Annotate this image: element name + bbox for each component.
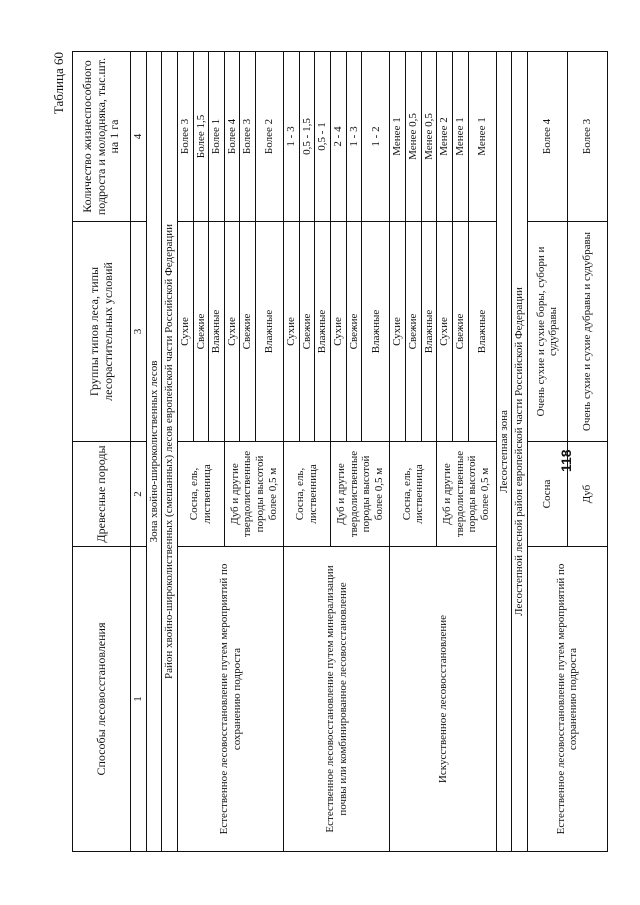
type-cell: Влажные	[209, 222, 225, 442]
value-cell: Более 2	[256, 52, 284, 222]
species-cell: Сосна	[527, 442, 567, 547]
value-cell: 0,5 - 1	[315, 52, 331, 222]
header-forest-type: Группы типов леса, типы лесорастительных условий	[73, 222, 131, 442]
type-cell: Свежие	[193, 222, 209, 442]
value-cell: Более 1	[209, 52, 225, 222]
type-cell: Сухие	[437, 222, 453, 442]
value-cell: 1 - 3	[346, 52, 362, 222]
table-label: Таблица 60	[51, 52, 66, 115]
value-cell: Более 3	[177, 52, 193, 222]
type-cell: Очень сухие и сухие боры, субори и судубравы	[527, 222, 567, 442]
column-number-row	[131, 52, 147, 852]
method-combined: Естественное лесовосстановление путем минерализации почвы или комбинированное лесовосстановление	[284, 547, 390, 852]
species-cell: Сосна, ель, лиственница	[284, 442, 331, 547]
method-natural: Естественное лесовосстановление путем мероприятий по сохранению подроста	[177, 547, 283, 852]
species-cell: Сосна, ель, лиственница	[390, 442, 437, 547]
table-row	[284, 52, 300, 852]
rotated-page	[52, 44, 600, 852]
value-cell: Менее 2	[437, 52, 453, 222]
value-cell: Более 4	[527, 52, 567, 222]
species-cell: Дуб	[567, 442, 607, 547]
value-cell: Более 1,5	[193, 52, 209, 222]
type-cell: Свежие	[240, 222, 256, 442]
type-cell: Очень сухие и сухие дубравы и судубравы	[567, 222, 607, 442]
method-artificial: Искусственное лесовосстановление	[390, 547, 496, 852]
value-cell: Менее 1	[468, 52, 496, 222]
value-cell: Менее 1	[452, 52, 468, 222]
table-row	[177, 52, 193, 852]
forest-restoration-table	[72, 51, 608, 852]
type-cell: Влажные	[315, 222, 331, 442]
method-natural-steppe: Естественное лесовосстановление путем мероприятий по сохранению подроста	[527, 547, 607, 852]
type-cell: Сухие	[331, 222, 347, 442]
species-cell: Дуб и другие твердолиственные породы высотой более 0,5 м	[331, 442, 390, 547]
species-cell: Сосна, ель, лиственница	[177, 442, 224, 547]
value-cell: 1 - 3	[284, 52, 300, 222]
type-cell: Сухие	[284, 222, 300, 442]
type-cell: Сухие	[224, 222, 240, 442]
value-cell: Менее 0,5	[421, 52, 437, 222]
value-cell: 1 - 2	[362, 52, 390, 222]
zone-row	[146, 52, 162, 852]
value-cell: Более 3	[240, 52, 256, 222]
region-title: Район хвойно-широколиственных (смешанных) лесов европейской части Российской Федерации	[162, 52, 178, 852]
region-title: Лесостепной лесной район европейской части Российской Федерации	[512, 52, 528, 852]
type-cell: Влажные	[468, 222, 496, 442]
table-row	[390, 52, 406, 852]
header-quantity: Количество жизнеспособного подроста и молодняка, тыс.шт. на 1 га	[73, 52, 131, 222]
type-cell: Свежие	[405, 222, 421, 442]
col-number: 4	[131, 52, 147, 222]
value-cell: Более 4	[224, 52, 240, 222]
header-species: Древесные породы	[73, 442, 131, 547]
type-cell: Свежие	[452, 222, 468, 442]
type-cell: Влажные	[256, 222, 284, 442]
header-row	[73, 52, 131, 852]
header-method: Способы лесовосстановления	[73, 547, 131, 852]
value-cell: 2 - 4	[331, 52, 347, 222]
region-row	[162, 52, 178, 852]
type-cell: Свежие	[299, 222, 315, 442]
type-cell: Свежие	[346, 222, 362, 442]
type-cell: Сухие	[390, 222, 406, 442]
value-cell: Менее 0,5	[405, 52, 421, 222]
value-cell: Более 3	[567, 52, 607, 222]
species-cell: Дуб и другие твердолиственные породы высотой более 0,5 м	[224, 442, 283, 547]
type-cell: Влажные	[421, 222, 437, 442]
zone-row	[496, 52, 512, 852]
region-row	[512, 52, 528, 852]
type-cell: Влажные	[362, 222, 390, 442]
type-cell: Сухие	[177, 222, 193, 442]
zone-title: Зона хвойно-широколиственных лесов	[146, 52, 162, 852]
col-number: 3	[131, 222, 147, 442]
zone-title: Лесостепная зона	[496, 52, 512, 852]
page-number: 118	[558, 449, 574, 472]
species-cell: Дуб и другие твердолиственные породы высотой более 0,5 м	[437, 442, 496, 547]
col-number: 1	[131, 547, 147, 852]
value-cell: 0,5 - 1,5	[299, 52, 315, 222]
col-number: 2	[131, 442, 147, 547]
value-cell: Менее 1	[390, 52, 406, 222]
